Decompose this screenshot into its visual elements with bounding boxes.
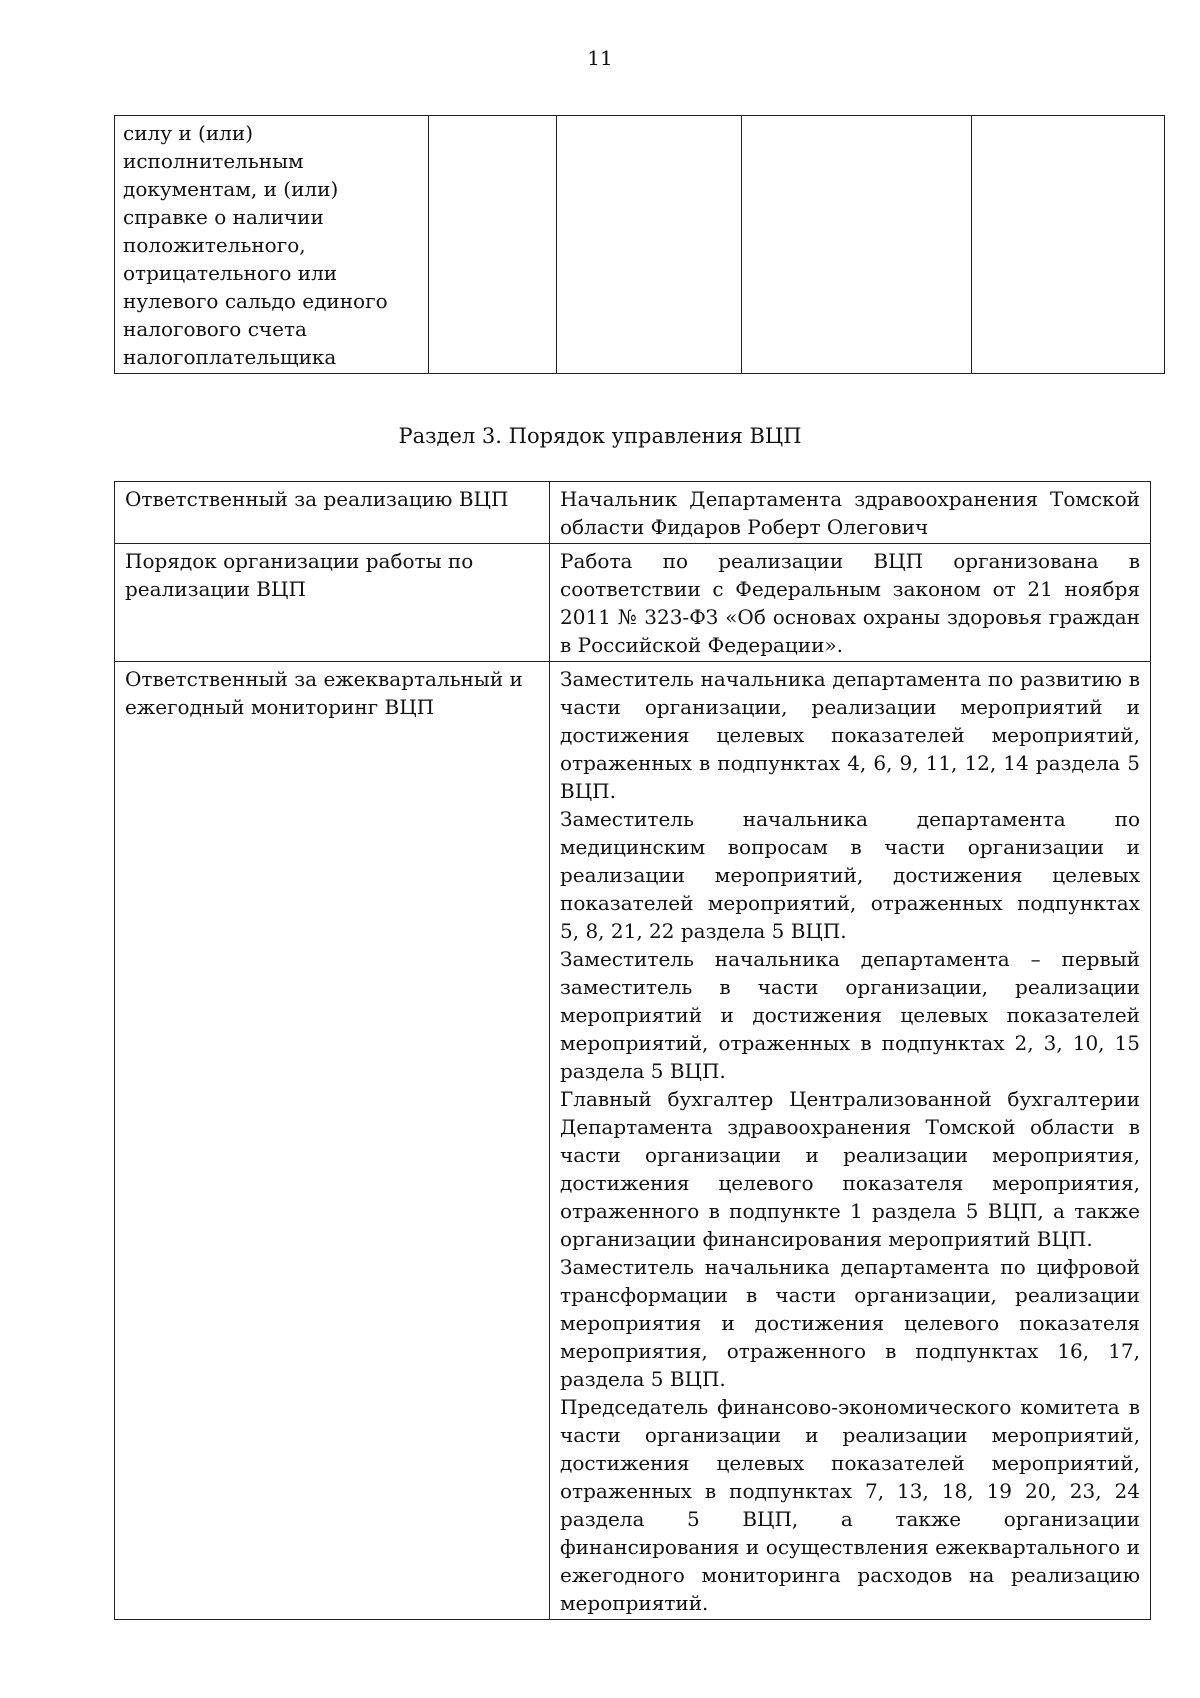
table-row <box>115 662 1151 1620</box>
table-row <box>115 116 1165 374</box>
section-title: Раздел 3. Порядок управления ВЦП <box>398 424 802 448</box>
paragraph: Заместитель начальника департамента по развитию в части организации, реализации мероприятий и достижения целевых показателей мероприятий, отраженных в подпунктах 4, 6, 9, 11, 12, 14 раздела 5 ВЦП. <box>560 667 1140 803</box>
row-value <box>550 662 1151 1620</box>
table-cell-empty <box>742 116 972 374</box>
row-value <box>550 544 1151 662</box>
continued-table <box>114 115 1165 374</box>
row-label: Ответственный за реализацию ВЦП <box>115 482 550 544</box>
table-row <box>115 544 1151 662</box>
paragraph: Заместитель начальника департамента по цифровой трансформации в части организации, реализации мероприятия и достижения целевого показателя мероприятия, отраженного в подпунктах 16, 17, раздела 5 ВЦП. <box>560 1255 1140 1391</box>
paragraph: Заместитель начальника департамента – первый заместитель в части организации, реализации мероприятий и достижения целевых показателей мероприятий, отраженных в подпунктах 2, 3, 10, 15 раздела 5 ВЦП. <box>560 947 1140 1083</box>
table-cell-empty <box>557 116 742 374</box>
page-number: 11 <box>587 46 613 70</box>
row-value <box>550 482 1151 544</box>
paragraph: Председатель финансово-экономического комитета в части организации и реализации мероприятий, достижения целевых показателей мероприятий, отраженных в подпунктах 7, 13, 18, 19 20, 23, 24 раздела 5 ВЦП, а также организации финансирования и осуществления ежеквартального и ежегодного мониторинга расходов на реализацию мероприятий. <box>560 1395 1140 1615</box>
row-label: Порядок организации работы по реализации ВЦП <box>115 544 550 662</box>
table-row <box>115 482 1151 544</box>
table-cell-empty <box>429 116 557 374</box>
paragraph: Главный бухгалтер Централизованной бухгалтерии Департамента здравоохранения Томской области в части организации и реализации мероприятия, достижения целевого показателя мероприятия, отраженного в подпункте 1 раздела 5 ВЦП, а также организации финансирования мероприятий ВЦП. <box>560 1087 1140 1251</box>
paragraph: Работа по реализации ВЦП организована в соответствии с Федеральным законом от 21 ноября 2011 № 323-ФЗ «Об основах охраны здоровья граждан в Российской Федерации». <box>560 549 1140 657</box>
management-table <box>114 481 1151 1620</box>
paragraph: Начальник Департамента здравоохранения Томской области Фидаров Роберт Олегович <box>560 487 1140 539</box>
paragraph: Заместитель начальника департамента по медицинским вопросам в части организации и реализации мероприятий, достижения целевых показателей мероприятий, отраженных подпунктах 5, 8, 21, 22 раздела 5 ВЦП. <box>560 807 1140 943</box>
row-label: Ответственный за ежеквартальный и ежегодный мониторинг ВЦП <box>115 662 550 1620</box>
table-cell-empty <box>972 116 1165 374</box>
table-cell-description: силу и (или) исполнительным документам, и (или) справке о наличии положительного, отрицательного или нулевого сальдо единого налогового счета налогоплательщика <box>115 116 429 374</box>
